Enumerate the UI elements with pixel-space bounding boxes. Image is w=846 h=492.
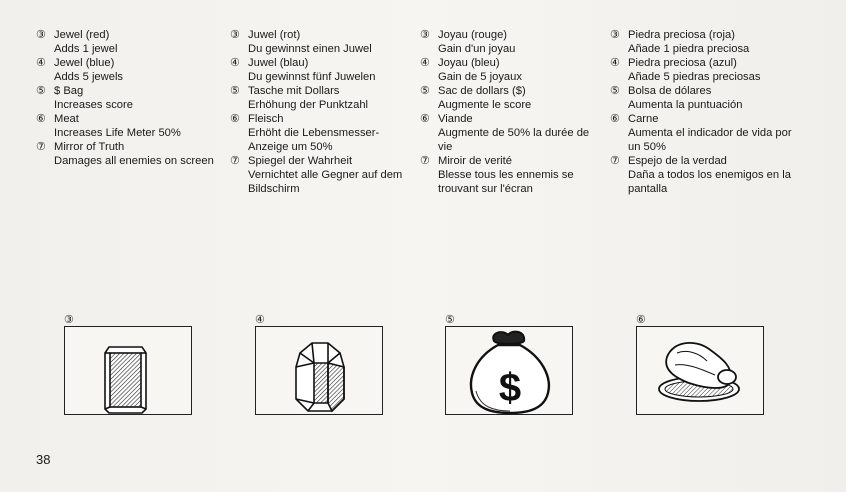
svg-text:$: $ [498,366,522,410]
item-desc: Augmente de 50% la durée de vie [438,127,590,153]
list-item: ⑦ Espejo de la verdad Daña a todos los enemigos en la pantalla [610,154,800,196]
illustration-box [64,326,192,415]
item-desc: Du gewinnst einen Juwel [248,43,372,55]
item-desc: Augmente le score [438,99,532,111]
illustration-label: ⑤ [445,314,455,326]
list-item: ⑦ Miroir de verité Blesse tous les ennemis se trouvant sur l'écran [420,154,595,196]
item-name: Piedra preciosa (roja) [628,29,735,41]
illustration-label: ⑥ [636,314,646,326]
item-desc: Añade 5 piedras preciosas [628,71,761,83]
item-desc: Increases score [54,99,133,111]
jewel-red-icon [65,327,191,414]
item-desc: Erhöht die Lebensmesser-Anzeige um 50% [248,127,380,153]
item-name: Espejo de la verdad [628,155,727,167]
column-spanish [610,28,800,196]
list-item: ⑤ Sac de dollars ($) Augmente le score [420,84,595,112]
item-desc: Gain d'un joyau [438,43,516,55]
item-name: Tasche mit Dollars [248,85,340,97]
item-desc: Blesse tous les ennemis se trouvant sur l'écran [438,169,574,195]
item-desc: Aumenta el indicador de vida por un 50% [628,127,792,153]
illustration-box [445,326,573,415]
item-desc: Damages all enemies on screen [54,155,214,167]
item-name: Meat [54,113,79,125]
illustration-label: ④ [255,314,265,326]
item-name: Piedra preciosa (azul) [628,57,737,69]
item-desc: Vernichtet alle Gegner auf dem Bildschirm [248,169,403,195]
column-french [420,28,595,196]
illustration-label: ③ [64,314,74,326]
item-name: Mirror of Truth [54,141,125,153]
column-english [36,28,216,168]
item-name: Bolsa de dólares [628,85,712,97]
item-desc: Du gewinnst fünf Juwelen [248,71,376,83]
list-item: ⑥ Meat Increases Life Meter 50% [36,112,216,140]
list-item: ④ Jewel (blue) Adds 5 jewels [36,56,216,84]
item-desc: Adds 5 jewels [54,71,124,83]
list-item: ⑥ Fleisch Erhöht die Lebensmesser-Anzeige um 50% [230,112,410,154]
list-item: ⑦ Mirror of Truth Damages all enemies on screen [36,140,216,168]
item-name: Juwel (rot) [248,29,301,41]
item-desc: Gain de 5 joyaux [438,71,522,83]
list-item: ④ Joyau (bleu) Gain de 5 joyaux [420,56,595,84]
item-desc: Aumenta la puntuación [628,99,743,111]
item-name: Jewel (red) [54,29,110,41]
list-item: ④ Juwel (blau) Du gewinnst fünf Juwelen [230,56,410,84]
item-name: Joyau (rouge) [438,29,508,41]
illustration-box [255,326,383,415]
list-item: ④ Piedra preciosa (azul) Añade 5 piedras preciosas [610,56,800,84]
meat-icon [637,327,763,414]
item-name: Sac de dollars ($) [438,85,526,97]
list-item: ⑤ $ Bag Increases score [36,84,216,112]
item-name: Fleisch [248,113,284,125]
item-name: Miroir de verité [438,155,512,167]
illustration-box [636,326,764,415]
item-name: Carne [628,113,659,125]
item-name: Jewel (blue) [54,57,115,69]
item-name: Juwel (blau) [248,57,309,69]
list-item: ⑥ Carne Aumenta el indicador de vida por un 50% [610,112,800,154]
column-german [230,28,410,196]
list-item: ⑦ Spiegel der Wahrheit Vernichtet alle Gegner auf dem Bildschirm [230,154,410,196]
list-item: ③ Juwel (rot) Du gewinnst einen Juwel [230,28,410,56]
list-item: ⑤ Bolsa de dólares Aumenta la puntuación [610,84,800,112]
item-desc: Daña a todos los enemigos en la pantalla [628,169,791,195]
item-desc: Erhöhung der Punktzahl [248,99,369,111]
item-name: $ Bag [54,85,84,97]
money-bag-icon [446,327,572,414]
item-desc: Añade 1 piedra preciosa [628,43,750,55]
list-item: ⑥ Viande Augmente de 50% la durée de vie [420,112,595,154]
item-name: Joyau (bleu) [438,57,500,69]
item-desc: Increases Life Meter 50% [54,127,181,139]
item-desc: Adds 1 jewel [54,43,118,55]
list-item: ③ Piedra preciosa (roja) Añade 1 piedra preciosa [610,28,800,56]
list-item: ③ Joyau (rouge) Gain d'un joyau [420,28,595,56]
page-number: 38 [36,452,51,467]
list-item: ⑤ Tasche mit Dollars Erhöhung der Punktzahl [230,84,410,112]
list-item: ③ Jewel (red) Adds 1 jewel [36,28,216,56]
item-name: Viande [438,113,473,125]
jewel-blue-icon [256,327,382,414]
item-name: Spiegel der Wahrheit [248,155,353,167]
